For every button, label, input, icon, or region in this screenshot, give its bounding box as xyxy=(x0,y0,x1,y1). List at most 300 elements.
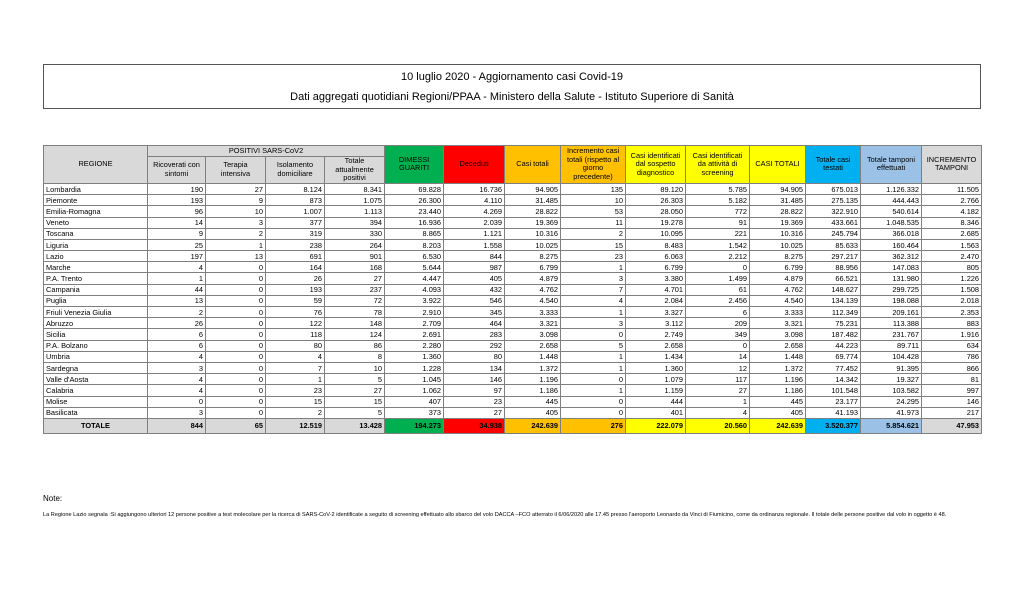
cell-value: 20.560 xyxy=(686,418,750,433)
cell-value: 1.448 xyxy=(750,351,806,362)
cell-value: 2.353 xyxy=(922,307,982,318)
cell-value: 444.443 xyxy=(861,195,922,206)
table-row xyxy=(44,228,982,239)
col-regione: REGIONE xyxy=(44,146,148,184)
cell-value: 91.395 xyxy=(861,362,922,373)
col-screening: Casi identificati da attività di screening xyxy=(686,146,750,184)
col-terapia: Terapia intensiva xyxy=(206,157,266,184)
cell-value: 2 xyxy=(206,228,266,239)
cell-value: 28.822 xyxy=(750,206,806,217)
cell-value: 1.448 xyxy=(505,351,561,362)
cell-value: 44.223 xyxy=(806,340,861,351)
cell-value: 194.273 xyxy=(385,418,444,433)
cell-value: 26 xyxy=(266,273,325,284)
cell-value: 66.521 xyxy=(806,273,861,284)
cell-value: 4.701 xyxy=(626,284,686,295)
cell-value: 122 xyxy=(266,318,325,329)
cell-value: 1.360 xyxy=(626,362,686,373)
cell-value: 242.639 xyxy=(505,418,561,433)
notes-text: La Regione Lazio segnala :Si aggiungono ulteriori 12 persone positive a test molecolare per la ricerca di SARS-CoV-2 identificate a seguito di screening effettuato allo sbarco del volo DACCA –FCO atterrato il 6/06/2020 alle 17.45 presso l'aeroporto Leonardo da Vinci di Fiumicino, come da ordinanza regionale. Il totale delle persone positive dal volo in oggetto è 48. xyxy=(43,512,947,518)
cell-value: 0 xyxy=(561,374,626,385)
cell-value: 283 xyxy=(444,329,505,340)
cell-value: 405 xyxy=(750,407,806,418)
cell-value: 275.135 xyxy=(806,195,861,206)
cell-value: 297.217 xyxy=(806,251,861,262)
table-row xyxy=(44,318,982,329)
cell-value: 405 xyxy=(444,273,505,284)
cell-value: 2.018 xyxy=(922,295,982,306)
col-incremento: Incremento casi totali (rispetto al giorno precedente) xyxy=(561,146,626,184)
cell-value: 3 xyxy=(561,318,626,329)
cell-value: 23 xyxy=(266,385,325,396)
cell-value: 26 xyxy=(148,318,206,329)
cell-value: 1 xyxy=(686,396,750,407)
cell-value: 0 xyxy=(206,262,266,273)
cell-value: 1.075 xyxy=(325,195,385,206)
cell-value: 41.973 xyxy=(861,407,922,418)
table-row xyxy=(44,273,982,284)
cell-value: 81 xyxy=(922,374,982,385)
cell-value: 9 xyxy=(206,195,266,206)
cell-value: 0 xyxy=(686,262,750,273)
cell-value: 94.905 xyxy=(750,183,806,194)
cell-value: 4 xyxy=(561,295,626,306)
region-name: TOTALE xyxy=(44,418,148,433)
cell-value: 8.483 xyxy=(626,239,686,250)
cell-value: 89.711 xyxy=(861,340,922,351)
cell-value: 168 xyxy=(325,262,385,273)
cell-value: 4 xyxy=(266,351,325,362)
cell-value: 1.121 xyxy=(444,228,505,239)
cell-value: 1 xyxy=(561,362,626,373)
cell-value: 10 xyxy=(206,206,266,217)
table-row xyxy=(44,251,982,262)
cell-value: 19.278 xyxy=(626,217,686,228)
table-row xyxy=(44,351,982,362)
region-name: Toscana xyxy=(44,228,148,239)
cell-value: 1.007 xyxy=(266,206,325,217)
cell-value: 2 xyxy=(561,228,626,239)
cell-value: 14 xyxy=(686,351,750,362)
cell-value: 6 xyxy=(686,307,750,318)
cell-value: 86 xyxy=(325,340,385,351)
table-row xyxy=(44,307,982,318)
region-name: Veneto xyxy=(44,217,148,228)
cell-value: 4.447 xyxy=(385,273,444,284)
cell-value: 0 xyxy=(561,396,626,407)
cell-value: 3 xyxy=(148,362,206,373)
col-ricoverati: Ricoverati con sintomi xyxy=(148,157,206,184)
table-row xyxy=(44,206,982,217)
cell-value: 1 xyxy=(266,374,325,385)
cell-value: 3 xyxy=(206,217,266,228)
cell-value: 8.865 xyxy=(385,228,444,239)
cell-value: 2.658 xyxy=(750,340,806,351)
group-positivi: POSITIVI SARS-CoV2 xyxy=(148,146,385,157)
cell-value: 6.530 xyxy=(385,251,444,262)
cell-value: 997 xyxy=(922,385,982,396)
cell-value: 164 xyxy=(266,262,325,273)
cell-value: 72 xyxy=(325,295,385,306)
cell-value: 1.499 xyxy=(686,273,750,284)
cell-value: 77.452 xyxy=(806,362,861,373)
cell-value: 135 xyxy=(561,183,626,194)
cell-value: 445 xyxy=(505,396,561,407)
cell-value: 25 xyxy=(148,239,206,250)
cell-value: 1 xyxy=(561,351,626,362)
cell-value: 3.321 xyxy=(505,318,561,329)
cell-value: 11 xyxy=(561,217,626,228)
cell-value: 209.161 xyxy=(861,307,922,318)
cell-value: 10.316 xyxy=(505,228,561,239)
cell-value: 634 xyxy=(922,340,982,351)
cell-value: 23.440 xyxy=(385,206,444,217)
cell-value: 8.275 xyxy=(750,251,806,262)
region-name: Calabria xyxy=(44,385,148,396)
cell-value: 3.380 xyxy=(626,273,686,284)
cell-value: 2 xyxy=(148,307,206,318)
cell-value: 6.799 xyxy=(505,262,561,273)
region-name: Molise xyxy=(44,396,148,407)
cell-value: 217 xyxy=(922,407,982,418)
cell-value: 1.226 xyxy=(922,273,982,284)
cell-value: 76 xyxy=(266,307,325,318)
cell-value: 23.177 xyxy=(806,396,861,407)
cell-value: 0 xyxy=(206,340,266,351)
table-row xyxy=(44,374,982,385)
cell-value: 15 xyxy=(561,239,626,250)
table-row xyxy=(44,295,982,306)
cell-value: 31.485 xyxy=(505,195,561,206)
cell-value: 2.658 xyxy=(626,340,686,351)
cell-value: 987 xyxy=(444,262,505,273)
cell-value: 546 xyxy=(444,295,505,306)
cell-value: 322.910 xyxy=(806,206,861,217)
cell-value: 13 xyxy=(148,295,206,306)
notes-label: Note: xyxy=(43,494,63,503)
report-title: 10 luglio 2020 - Aggiornamento casi Covid-19 xyxy=(401,71,623,83)
cell-value: 53 xyxy=(561,206,626,217)
cell-value: 0 xyxy=(206,374,266,385)
cell-value: 5.854.621 xyxy=(861,418,922,433)
cell-value: 0 xyxy=(206,396,266,407)
cell-value: 691 xyxy=(266,251,325,262)
cell-value: 146 xyxy=(922,396,982,407)
cell-value: 13.428 xyxy=(325,418,385,433)
cell-value: 15 xyxy=(266,396,325,407)
col-casi-totali-caps: CASI TOTALI xyxy=(750,146,806,184)
cell-value: 96 xyxy=(148,206,206,217)
cell-value: 1.558 xyxy=(444,239,505,250)
cell-value: 464 xyxy=(444,318,505,329)
cell-value: 4.093 xyxy=(385,284,444,295)
cell-value: 3 xyxy=(148,407,206,418)
cell-value: 104.428 xyxy=(861,351,922,362)
cell-value: 2.910 xyxy=(385,307,444,318)
table-row xyxy=(44,239,982,250)
cell-value: 5.182 xyxy=(686,195,750,206)
cell-value: 9 xyxy=(148,228,206,239)
cell-value: 1.372 xyxy=(750,362,806,373)
cell-value: 1.113 xyxy=(325,206,385,217)
cell-value: 242.639 xyxy=(750,418,806,433)
cell-value: 5 xyxy=(325,407,385,418)
cell-value: 10 xyxy=(561,195,626,206)
cell-value: 27 xyxy=(325,273,385,284)
table-row xyxy=(44,385,982,396)
cell-value: 4.540 xyxy=(750,295,806,306)
region-name: Marche xyxy=(44,262,148,273)
cell-value: 264 xyxy=(325,239,385,250)
cell-value: 238 xyxy=(266,239,325,250)
cell-value: 0 xyxy=(686,340,750,351)
cell-value: 10.025 xyxy=(750,239,806,250)
cell-value: 1.159 xyxy=(626,385,686,396)
cell-value: 5 xyxy=(561,340,626,351)
cell-value: 901 xyxy=(325,251,385,262)
cell-value: 124 xyxy=(325,329,385,340)
cell-value: 1.196 xyxy=(750,374,806,385)
region-name: Abruzzo xyxy=(44,318,148,329)
cell-value: 2.039 xyxy=(444,217,505,228)
cell-value: 19.369 xyxy=(505,217,561,228)
cell-value: 23 xyxy=(444,396,505,407)
region-name: P.A. Bolzano xyxy=(44,340,148,351)
cell-value: 10.025 xyxy=(505,239,561,250)
cell-value: 2.709 xyxy=(385,318,444,329)
cell-value: 28.822 xyxy=(505,206,561,217)
cell-value: 1.434 xyxy=(626,351,686,362)
cell-value: 1 xyxy=(206,239,266,250)
table-row xyxy=(44,396,982,407)
cell-value: 193 xyxy=(266,284,325,295)
cell-value: 3.112 xyxy=(626,318,686,329)
cell-value: 7 xyxy=(561,284,626,295)
cell-value: 349 xyxy=(686,329,750,340)
cell-value: 4.269 xyxy=(444,206,505,217)
region-name: Friuli Venezia Giulia xyxy=(44,307,148,318)
cell-value: 2.084 xyxy=(626,295,686,306)
cell-value: 26.300 xyxy=(385,195,444,206)
cell-value: 4 xyxy=(148,351,206,362)
cell-value: 91 xyxy=(686,217,750,228)
cell-value: 1.196 xyxy=(505,374,561,385)
cell-value: 11.505 xyxy=(922,183,982,194)
cell-value: 3.333 xyxy=(505,307,561,318)
cell-value: 27 xyxy=(686,385,750,396)
cell-value: 88.956 xyxy=(806,262,861,273)
cell-value: 26.303 xyxy=(626,195,686,206)
region-name: Lazio xyxy=(44,251,148,262)
cell-value: 134 xyxy=(444,362,505,373)
cell-value: 0 xyxy=(206,385,266,396)
cell-value: 2.658 xyxy=(505,340,561,351)
cell-value: 394 xyxy=(325,217,385,228)
cell-value: 47.953 xyxy=(922,418,982,433)
cell-value: 1.372 xyxy=(505,362,561,373)
cell-value: 4.182 xyxy=(922,206,982,217)
col-tamponi: Totale tamponi effettuati xyxy=(861,146,922,184)
table-row xyxy=(44,362,982,373)
cell-value: 209 xyxy=(686,318,750,329)
cell-value: 3.098 xyxy=(505,329,561,340)
cell-value: 2.280 xyxy=(385,340,444,351)
cell-value: 1.916 xyxy=(922,329,982,340)
cell-value: 222.079 xyxy=(626,418,686,433)
cell-value: 1 xyxy=(561,385,626,396)
cell-value: 1.542 xyxy=(686,239,750,250)
cell-value: 0 xyxy=(206,307,266,318)
cell-value: 345 xyxy=(444,307,505,318)
cell-value: 0 xyxy=(148,396,206,407)
cell-value: 7 xyxy=(266,362,325,373)
cell-value: 330 xyxy=(325,228,385,239)
cell-value: 14 xyxy=(148,217,206,228)
cell-value: 2.456 xyxy=(686,295,750,306)
table-row xyxy=(44,329,982,340)
cell-value: 113.388 xyxy=(861,318,922,329)
cell-value: 1.045 xyxy=(385,374,444,385)
cell-value: 3 xyxy=(561,273,626,284)
cell-value: 14.342 xyxy=(806,374,861,385)
cell-value: 0 xyxy=(206,295,266,306)
cell-value: 15 xyxy=(325,396,385,407)
cell-value: 4.540 xyxy=(505,295,561,306)
region-name: Puglia xyxy=(44,295,148,306)
cell-value: 131.980 xyxy=(861,273,922,284)
cell-value: 8.346 xyxy=(922,217,982,228)
cell-value: 844 xyxy=(148,418,206,433)
cell-value: 319 xyxy=(266,228,325,239)
table-row xyxy=(44,183,982,194)
region-name: Basilicata xyxy=(44,407,148,418)
cell-value: 6.799 xyxy=(750,262,806,273)
col-deceduti: Deceduti xyxy=(444,146,505,184)
cell-value: 12 xyxy=(686,362,750,373)
cell-value: 1.186 xyxy=(750,385,806,396)
cell-value: 844 xyxy=(444,251,505,262)
cell-value: 27 xyxy=(444,407,505,418)
cell-value: 4.110 xyxy=(444,195,505,206)
cell-value: 80 xyxy=(444,351,505,362)
cell-value: 160.464 xyxy=(861,239,922,250)
cell-value: 103.582 xyxy=(861,385,922,396)
cell-value: 198.088 xyxy=(861,295,922,306)
cell-value: 16.736 xyxy=(444,183,505,194)
table-body xyxy=(44,183,982,433)
cell-value: 0 xyxy=(206,351,266,362)
cell-value: 221 xyxy=(686,228,750,239)
cell-value: 6 xyxy=(148,329,206,340)
cell-value: 4.762 xyxy=(750,284,806,295)
cell-value: 10.095 xyxy=(626,228,686,239)
cell-value: 292 xyxy=(444,340,505,351)
cell-value: 805 xyxy=(922,262,982,273)
region-name: Valle d'Aosta xyxy=(44,374,148,385)
cell-value: 1 xyxy=(561,307,626,318)
cell-value: 31.485 xyxy=(750,195,806,206)
table-row xyxy=(44,407,982,418)
cell-value: 148.627 xyxy=(806,284,861,295)
region-name: P.A. Trento xyxy=(44,273,148,284)
cell-value: 1.048.535 xyxy=(861,217,922,228)
cell-value: 8.341 xyxy=(325,183,385,194)
cell-value: 444 xyxy=(626,396,686,407)
cell-value: 34.938 xyxy=(444,418,505,433)
cell-value: 2.691 xyxy=(385,329,444,340)
cell-value: 1.563 xyxy=(922,239,982,250)
cell-value: 0 xyxy=(206,362,266,373)
cell-value: 85.633 xyxy=(806,239,861,250)
cell-value: 231.767 xyxy=(861,329,922,340)
cell-value: 148 xyxy=(325,318,385,329)
cell-value: 4 xyxy=(148,374,206,385)
region-name: Sicilia xyxy=(44,329,148,340)
report-subtitle: Dati aggregati quotidiani Regioni/PPAA - Ministero della Salute - Istituto Superiore di Sanità xyxy=(290,91,734,103)
cell-value: 540.614 xyxy=(861,206,922,217)
report-header xyxy=(43,64,981,109)
cell-value: 12.519 xyxy=(266,418,325,433)
cell-value: 19.327 xyxy=(861,374,922,385)
cell-value: 2.685 xyxy=(922,228,982,239)
cell-value: 6.063 xyxy=(626,251,686,262)
cell-value: 16.936 xyxy=(385,217,444,228)
cell-value: 8.124 xyxy=(266,183,325,194)
cell-value: 1.062 xyxy=(385,385,444,396)
cell-value: 1.508 xyxy=(922,284,982,295)
table-row xyxy=(44,284,982,295)
cell-value: 24.295 xyxy=(861,396,922,407)
cell-value: 3.321 xyxy=(750,318,806,329)
cell-value: 0 xyxy=(206,284,266,295)
cell-value: 772 xyxy=(686,206,750,217)
cell-value: 786 xyxy=(922,351,982,362)
cell-value: 146 xyxy=(444,374,505,385)
cell-value: 59 xyxy=(266,295,325,306)
cell-value: 193 xyxy=(148,195,206,206)
cell-value: 10 xyxy=(325,362,385,373)
col-casi-totali: Casi totali xyxy=(505,146,561,184)
cell-value: 3.520.377 xyxy=(806,418,861,433)
cell-value: 13 xyxy=(206,251,266,262)
cell-value: 3.333 xyxy=(750,307,806,318)
cell-value: 0 xyxy=(206,273,266,284)
cell-value: 3.327 xyxy=(626,307,686,318)
cell-value: 0 xyxy=(561,407,626,418)
cell-value: 873 xyxy=(266,195,325,206)
region-name: Piemonte xyxy=(44,195,148,206)
cell-value: 89.120 xyxy=(626,183,686,194)
cell-value: 2.470 xyxy=(922,251,982,262)
totals-row xyxy=(44,418,982,433)
cell-value: 432 xyxy=(444,284,505,295)
cell-value: 27 xyxy=(206,183,266,194)
col-isolamento: Isolamento domiciliare xyxy=(266,157,325,184)
col-attualmente-positivi: Totale attualmente positivi xyxy=(325,157,385,184)
cell-value: 10.316 xyxy=(750,228,806,239)
cell-value: 97 xyxy=(444,385,505,396)
cell-value: 445 xyxy=(750,396,806,407)
cell-value: 5.785 xyxy=(686,183,750,194)
cell-value: 0 xyxy=(561,329,626,340)
region-name: Emilia-Romagna xyxy=(44,206,148,217)
cell-value: 69.828 xyxy=(385,183,444,194)
cell-value: 69.774 xyxy=(806,351,861,362)
table-row xyxy=(44,340,982,351)
cell-value: 362.312 xyxy=(861,251,922,262)
table-row xyxy=(44,217,982,228)
region-name: Umbria xyxy=(44,351,148,362)
